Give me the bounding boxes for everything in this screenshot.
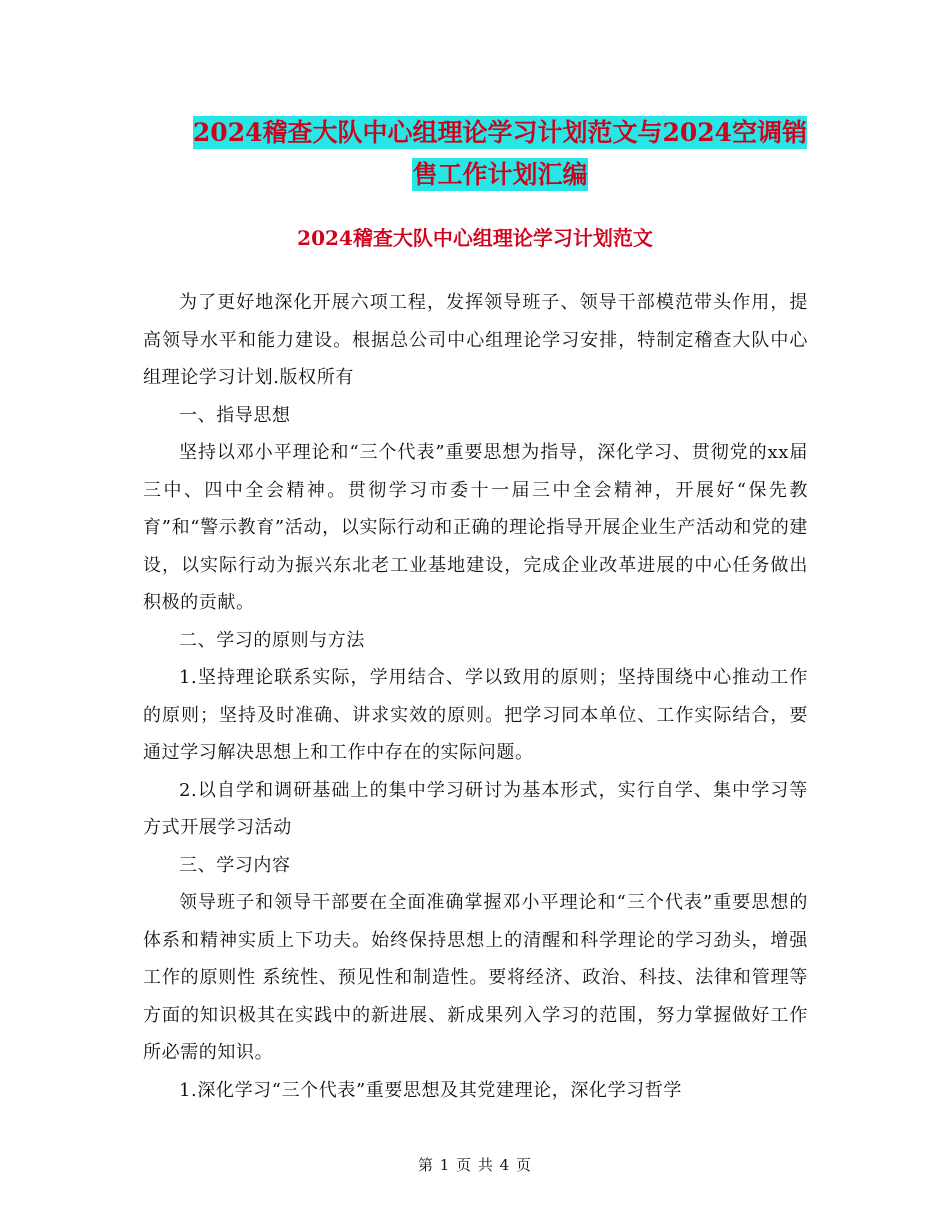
document-title-line-1 (120, 110, 880, 156)
page-footer: 第 1 页 共 4 页 (418, 1156, 532, 1174)
heading-study-content: 三、学习内容 (179, 854, 291, 876)
study-content-paragraph: 领导班子和领导干部要在全面准确掌握邓小平理论和“三个代表”重要思想的体系和精神实质上下功夫。始终保持思想上的清醒和科学理论的学习劲头，增强工作的原则性 系统性、预见性和制造性。要将经济、政治、科技、法律和管理等方面的知识极其在实践中的新进展、新成果列入学习的范围，努力掌握做好工作所必需的知识。 (143, 892, 808, 1063)
title-highlight: 2024稽查大队中心组理论学习计划范文与2024空调销 (192, 118, 808, 147)
heading-principles-methods: 二、学习的原则与方法 (179, 629, 365, 651)
document-title-line-2 (120, 152, 880, 198)
document-body (143, 284, 808, 1109)
principle-item-1: 1.坚持理论联系实际，学用结合、学以致用的原则；坚持围绕中心推动工作的原则；坚持及时准确、讲求实效的原则。把学习同本单位、工作实际结合，要通过学习解决思想上和工作中存在的实际问题。 (143, 667, 808, 763)
guiding-ideology-paragraph: 坚持以邓小平理论和“三个代表”重要思想为指导，深化学习、贯彻党的xx届三中、四中全会精神。贯彻学习市委十一届三中全会精神，开展好“保先教育”和“警示教育”活动，以实际行动和正确的理论指导开展企业生产活动和党的建设，以实际行动为振兴东北老工业基地建设，完成企业改革进展的中心任务做出积极的贡献。 (143, 442, 808, 613)
heading-guiding-ideology: 一、指导思想 (179, 404, 291, 426)
principle-item-2: 2.以自学和调研基础上的集中学习研讨为基本形式，实行自学、集中学习等方式开展学习活动 (143, 779, 808, 838)
title-highlight: 售工作计划汇编 (412, 160, 588, 189)
study-content-item-1: 1.深化学习“三个代表”重要思想及其党建理论，深化学习哲学 (179, 1079, 682, 1101)
intro-paragraph: 为了更好地深化开展六项工程，发挥领导班子、领导干部模范带头作用，提高领导水平和能力建设。根据总公司中心组理论学习安排，特制定稽查大队中心组理论学习计划.版权所有 (143, 292, 808, 388)
section-title: 2024稽查大队中心组理论学习计划范文 (297, 226, 653, 250)
